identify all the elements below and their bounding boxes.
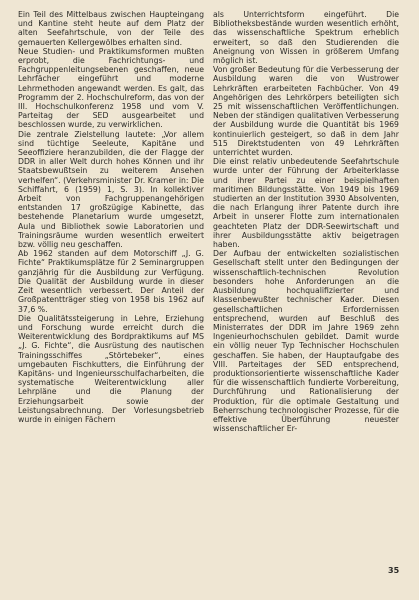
- paragraph: Ein Teil des Mittelbaus zwischen Haupteingang und Kantine steht heute auf dem Platz der alten Seefahrtschule, von der Teile des gemauerten Kellergewölbes erhalten sind.: [18, 10, 204, 47]
- paragraph: Die zentrale Zielstellung lautete: „Vor allem sind tüchtige Seeleute, Kapitäne und Seeoffiziere heranzubilden, die der Flagge der DDR in aller Welt durch hohes Können und ihr Staatsbewußtsein zu weiterem Ansehen verhelfen“. (Verkehrsminister Dr. Kramer in: Die Schiffahrt, 6 (1959) 1, S. 3). In kollektiver Arbeit von Fachgruppenangehörigen entstanden 17 großzügige Kabinette, das bestehende Planetarium wurde umgesetzt, Aula und Bibliothek sowie Laboratorien und Trainingsräume wurden wesentlich erweitert bzw. völlig neu geschaffen.: [18, 129, 204, 250]
- paragraph: Von großer Bedeutung für die Verbesserung der Ausbildung waren die von Wustrower Lehrkräften erarbeiteten Fachbücher. Von 49 Angehörigen des Lehrkörpers beteiligten sich 25 mit wissenschaftlichen Veröffentlichungen. Neben der ständigen qualitativen Verbesserung der Ausbildung wurde die Quantität bis 1969 kontinuierlich gesteigert, so daß in dem Jahr 515 Direktstudenten von 49 Lehrkräften unterrichtet wurden.: [213, 65, 399, 158]
- page-number: 35: [388, 566, 400, 575]
- paragraph: Die Qualitätssteigerung in Lehre, Erziehung und Forschung wurde erreicht durch die Weiterentwicklung des Bordpraktikums auf MS „J. G. Fichte“, die Ausrüstung des nautischen Trainingsschiffes „Störtebeker“, eines umgebauten Fischkutters, die Einführung der Kapitäns- und Ingenieursschulfacharbeiten, die systematische Weiterentwicklung aller Lehrpläne und die Planung der Erziehungsarbeit sowie der Leistungsabrechnung. Der Vorlesungsbetrieb wurde in einigen Fächern: [18, 313, 204, 424]
- paragraph: Neue Studien- und Praktikumsformen mußten erprobt, die Fachrichtungs- und Fachgruppenleitungsebenen geschaffen, neue Lehrfächer eingeführt und moderne Lehrmethoden angewandt werden. Es galt, das Programm der 2. Hochschulreform, das von der III. Hochschulkonferenz 1958 und vom V. Parteitag der SED ausgearbeitet und beschlossen wurde, zu verwirklichen.: [18, 46, 204, 130]
- paragraph: Ab 1962 standen auf dem Motorschiff „J. G. Fichte“ Praktikumsplätze für 2 Seminargruppen ganzjährig für die Ausbildung zur Verfügung. Die Qualität der Ausbildung wurde in dieser Zeit wesentlich verbessert. Der Anteil der Großpatentträger stieg von 1958 bis 1962 auf 37,6 %.: [18, 249, 204, 314]
- paragraph: als Unterrichtsform eingeführt. Die Bibliotheksbestände wurden wesentlich erhöht, das wissenschaftliche Spektrum erheblich erweitert, so daß den Studierenden die Aneignung von Wissen in größerem Umfang möglich ist.: [213, 10, 399, 66]
- left-column: [18, 10, 204, 424]
- paragraph: Der Aufbau der entwickelten sozialistischen Gesellschaft stellt unter den Bedingungen der wissenschaftlich-technischen Revolution besonders hohe Anforderungen an die Ausbildung hochqualifizierter und klassenbewußter technischer Kader. Diesen gesellschaftlichen Erfordernissen entsprechend, wurden auf Beschluß des Ministerrates der DDR im Jahre 1969 zehn Ingenieurhochschulen gebildet. Damit wurde ein völlig neuer Typ Technischer Hochschulen geschaffen. Sie haben, der Hauptaufgabe des VIII. Parteitages der SED entsprechend, produktionsorientierte wissenschaftliche Kader für die wissenschaftlich fundierte Vorbereitung, Durchführung und Rationalisierung der Produktion, für die optimale Gestaltung und Beherrschung technologischer Prozesse, für die effektive Überführung neuester wissenschaftlicher Er-: [213, 249, 399, 434]
- paragraph: Die einst relativ unbedeutende Seefahrtschule wurde unter der Führung der Arbeiterklasse und ihrer Partei zu einer beispielhaften maritimen Bildungsstätte. Von 1949 bis 1969 studierten an der Institution 3930 Absolventen, die nach Erlangung ihrer Patente durch ihre Arbeit in unserer Flotte zum internationalen geachteten Platz der DDR-Seewirtschaft und ihrer Ausbildungsstätte aktiv beigetragen haben.: [213, 157, 399, 250]
- right-column: [213, 10, 399, 433]
